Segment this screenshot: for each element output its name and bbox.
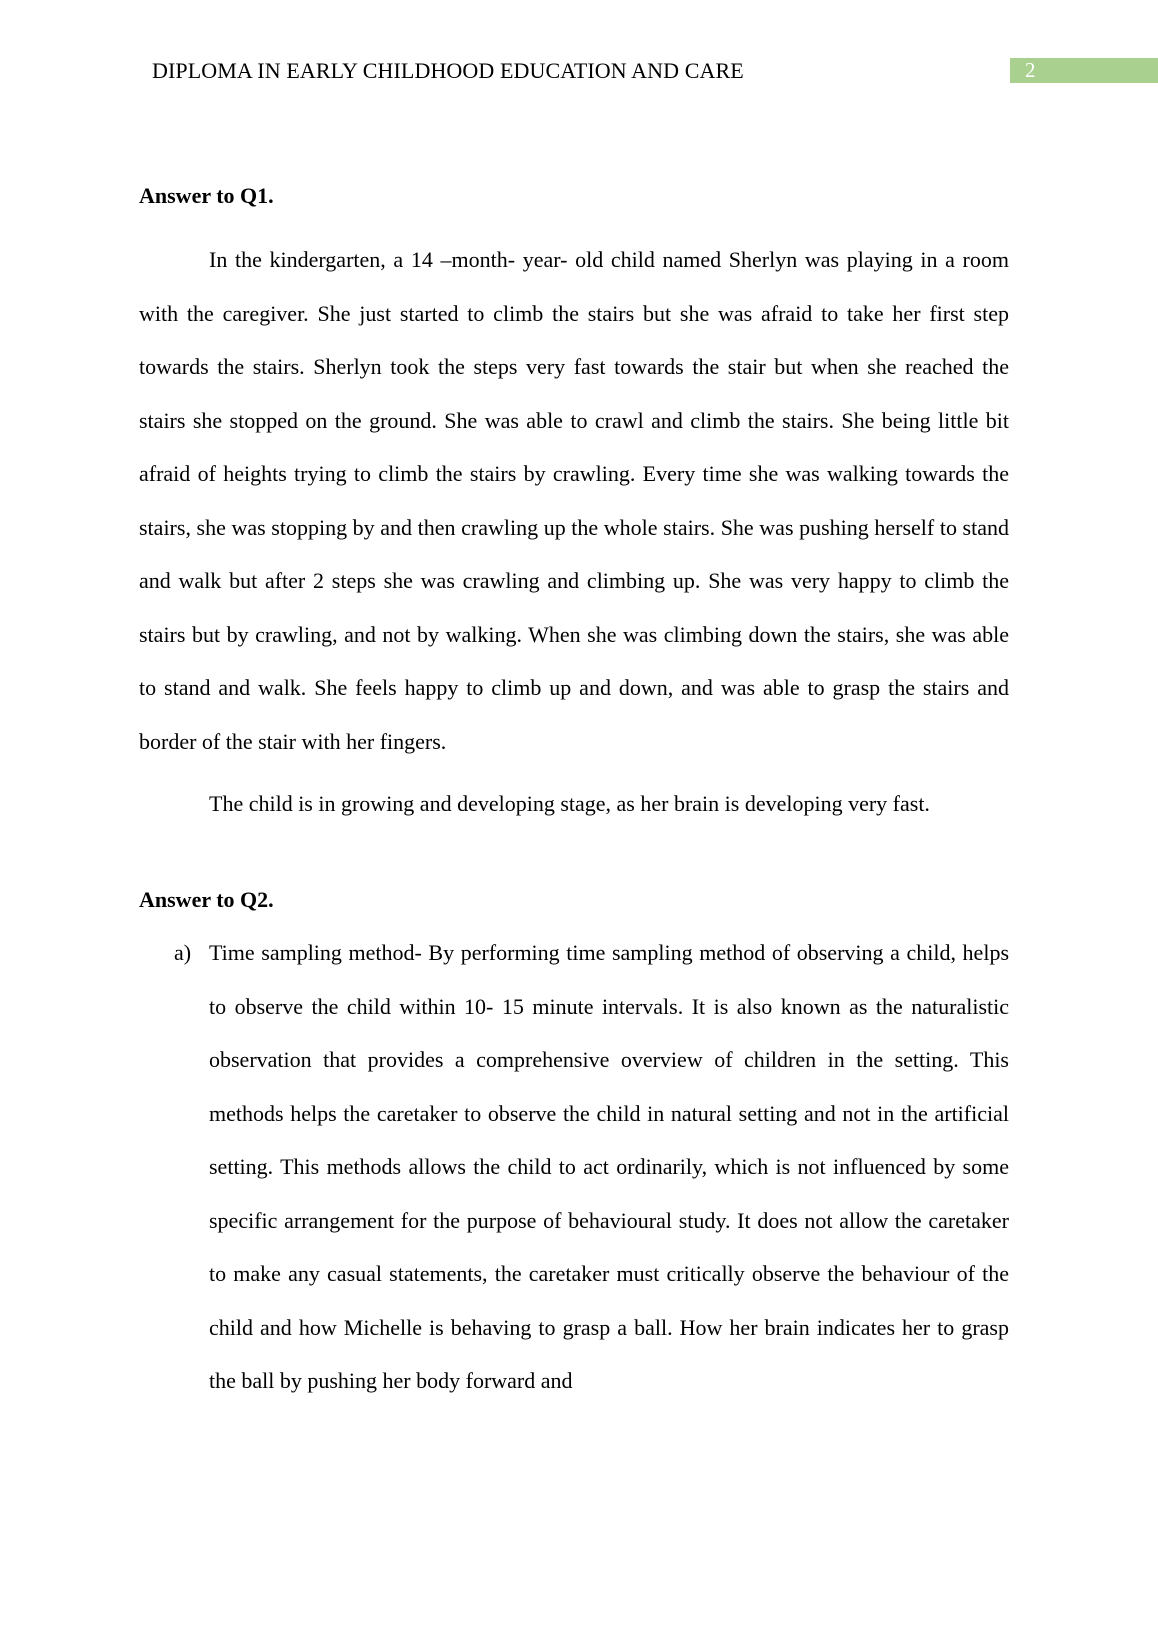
page-number: 2 — [1025, 58, 1036, 82]
q2-heading: Answer to Q2. — [139, 887, 274, 912]
q1-closing-sentence: The child is in growing and developing stage, as her brain is developing very fast. — [209, 791, 930, 816]
running-header-title: DIPLOMA IN EARLY CHILDHOOD EDUCATION AND CARE — [152, 58, 744, 83]
q1-heading: Answer to Q1. — [139, 183, 274, 208]
list-item — [174, 926, 1009, 1408]
page-header — [0, 56, 1158, 86]
page-number-box — [1010, 58, 1158, 83]
document-body — [139, 180, 1009, 1408]
list-item-text: Time sampling method- By performing time sampling method of observing a child, helps to observe the child within 10- 15 minute intervals. It is also known as the naturalistic observation that provides a comprehensive overview of children in the setting. This methods helps the caretaker to observe the child in natural setting and not in the artificial setting. This methods allows the child to act ordinarily, which is not influenced by some specific arrangement for the purpose of behavioural study. It does not allow the caretaker to make any casual statements, the caretaker must critically observe the behaviour of the child and how Michelle is behaving to grasp a ball. How her brain indicates her to grasp the ball by pushing her body forward and — [209, 940, 1009, 1393]
list-item-marker: a) — [174, 940, 192, 965]
q2-list — [139, 926, 1009, 1408]
q1-paragraph: In the kindergarten, a 14 –month- year- old child named Sherlyn was playing in a room with the caregiver. She just started to climb the stairs but she was afraid to take her first step towards the stairs. Sherlyn took the steps very fast towards the stair but when she reached the stairs she stopped on the ground. She was able to crawl and climb the stairs. She being little bit afraid of heights trying to climb the stairs by crawling. Every time she was walking towards the stairs, she was stopping by and then crawling up the whole stairs. She was pushing herself to stand and walk but after 2 steps she was crawling and climbing up. She was very happy to climb the stairs but by crawling, and not by walking. When she was climbing down the stairs, she was able to stand and walk. She feels happy to climb up and down, and was able to grasp the stairs and border of the stair with her fingers. — [139, 247, 1009, 754]
